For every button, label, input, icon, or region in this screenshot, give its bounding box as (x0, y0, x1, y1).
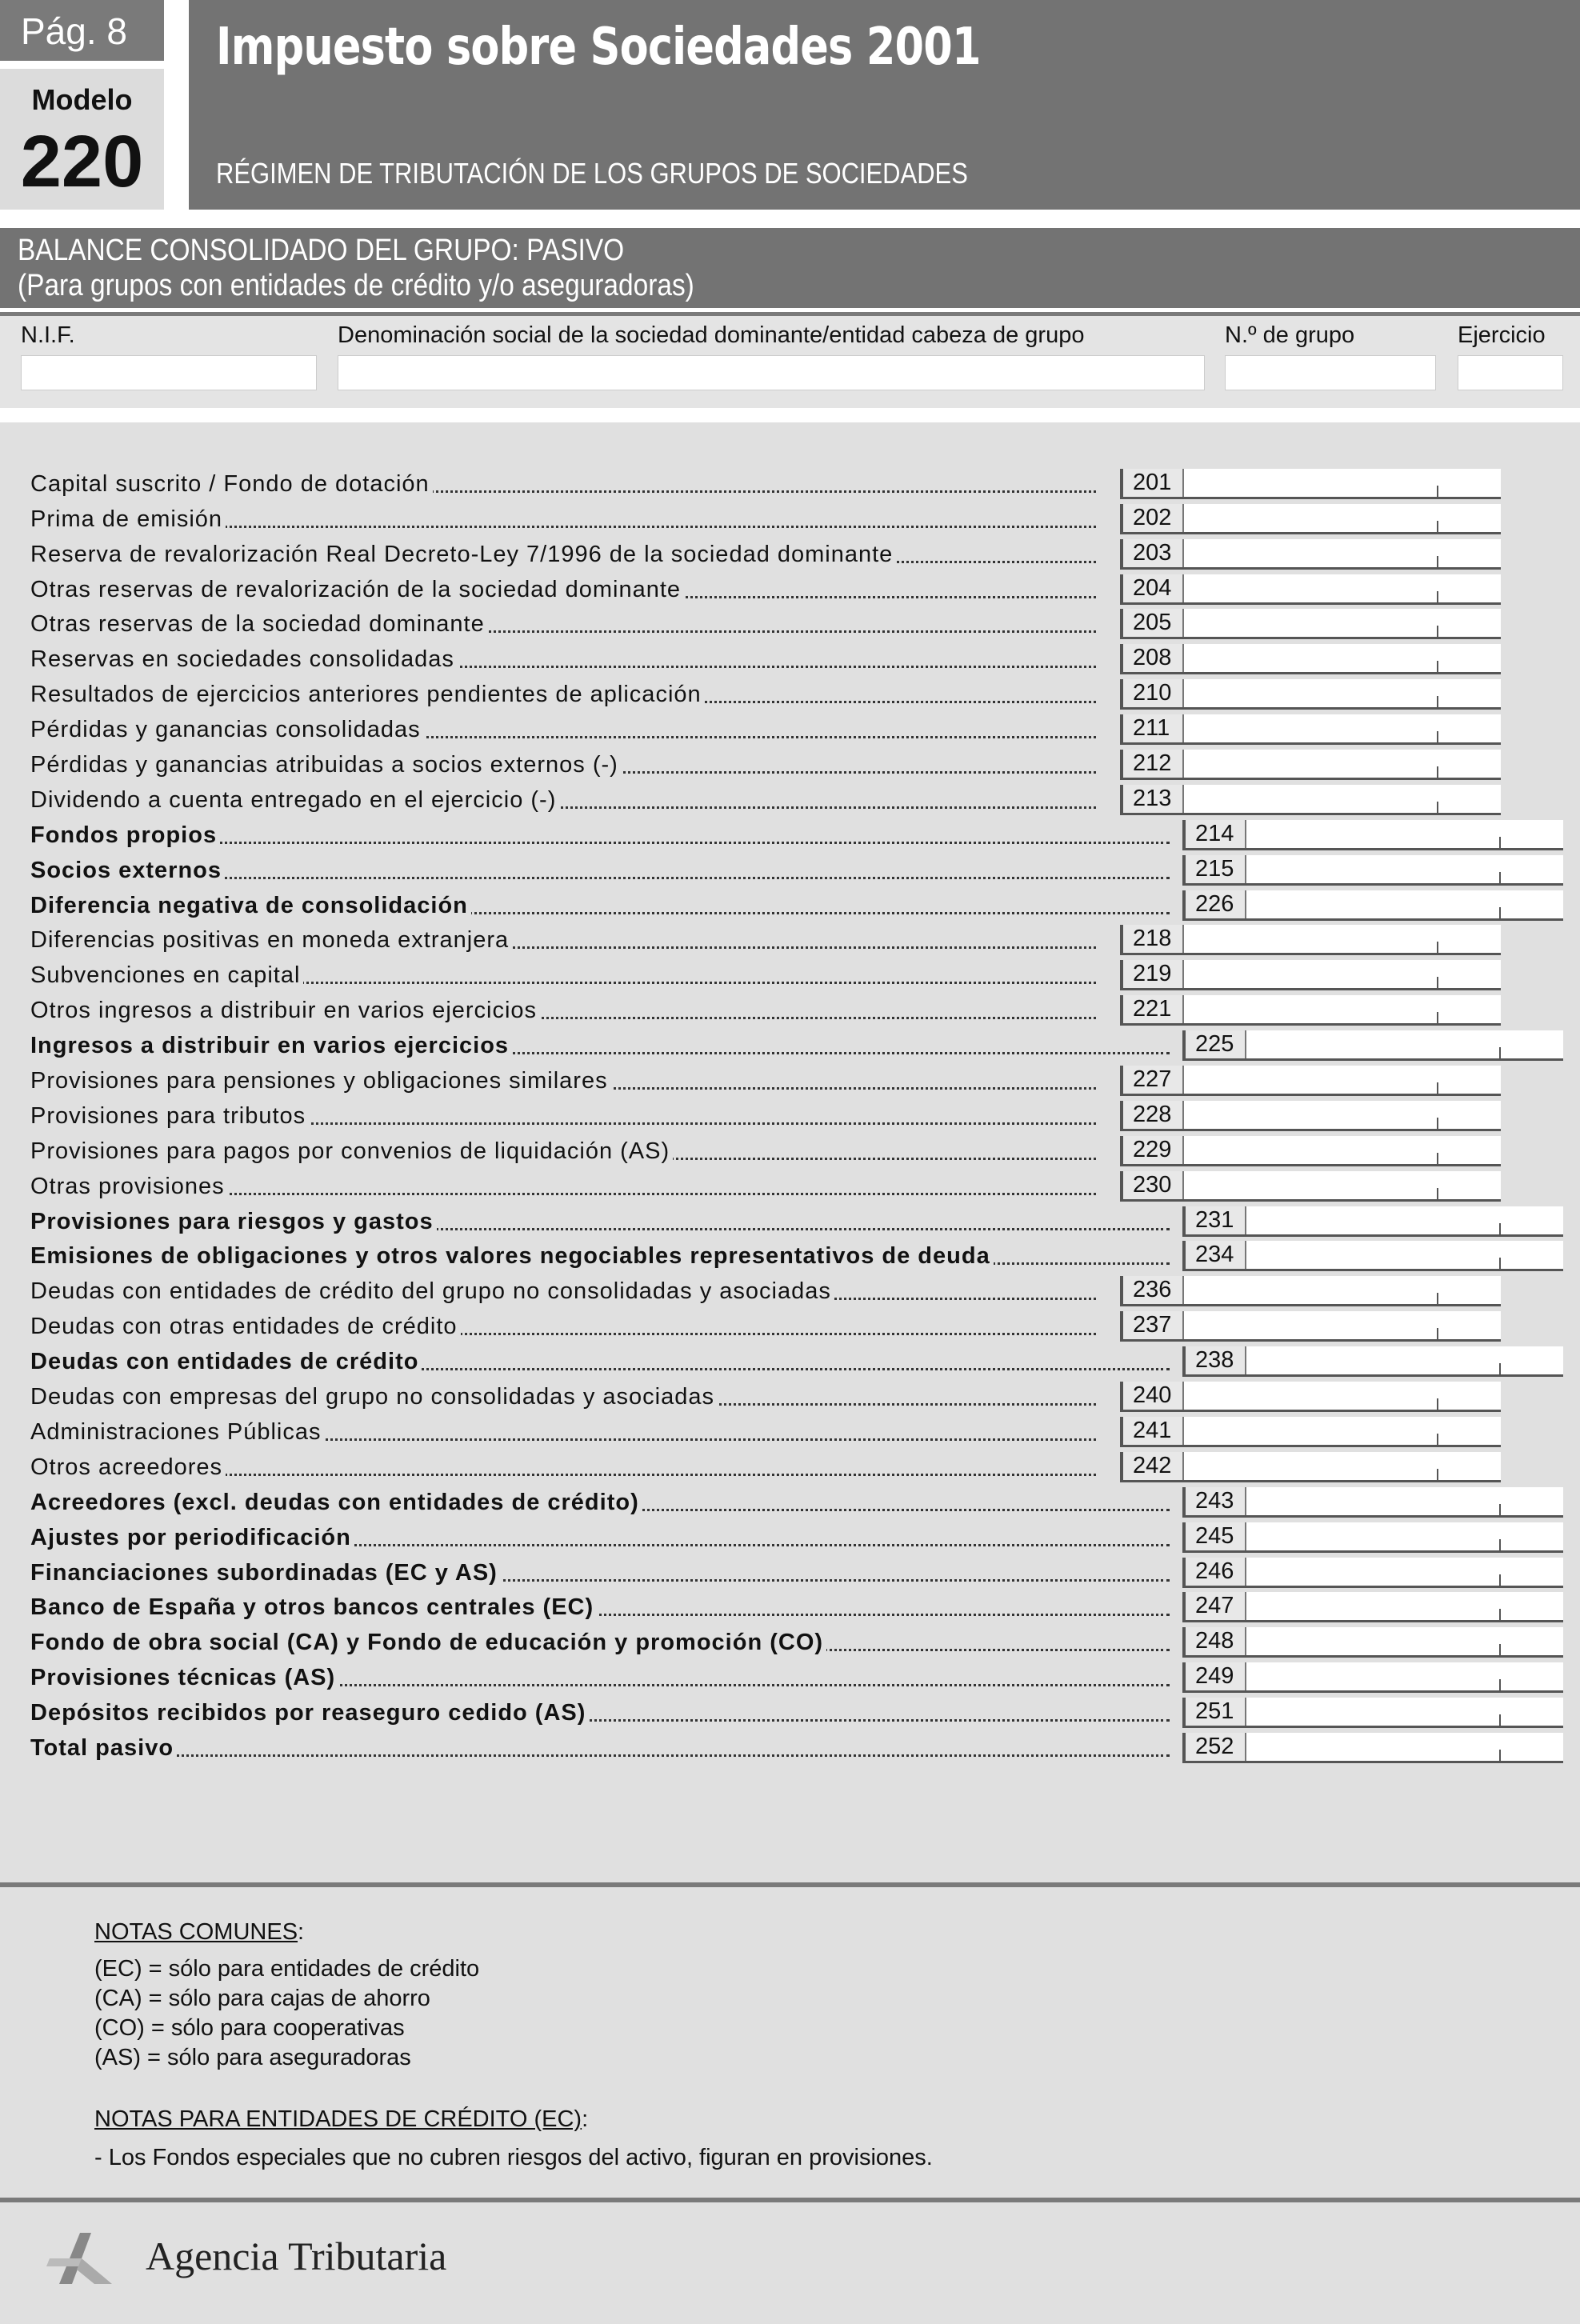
row-label: Deudas con entidades de crédito (30, 1349, 422, 1375)
box-code: 201 (1123, 469, 1184, 497)
notes-panel (0, 1887, 1580, 2198)
note-ca: (CA) = sólo para cajas de ahorro (94, 1986, 430, 2011)
page-number-text: Pág. 8 (21, 10, 127, 52)
box-code: 251 (1186, 1698, 1246, 1726)
decimal-separator-mark (1437, 942, 1438, 953)
row-label: Prima de emisión (30, 506, 226, 533)
amount-input[interactable] (1120, 1136, 1501, 1166)
row-label: Fondo de obra social (CA) y Fondo de educación y promoción (CO) (30, 1630, 826, 1656)
ejercicio-input[interactable] (1458, 355, 1563, 390)
decimal-separator-mark (1437, 1469, 1438, 1480)
row-label: Financiaciones subordinadas (EC y AS) (30, 1560, 501, 1586)
amount-input[interactable] (1120, 644, 1501, 674)
table-row (0, 990, 1580, 1026)
box-code: 203 (1123, 539, 1184, 567)
decimal-separator-mark (1437, 1153, 1438, 1164)
box-code: 246 (1186, 1558, 1246, 1586)
table-row (0, 850, 1580, 886)
table-row (0, 1342, 1580, 1377)
box-code: 238 (1186, 1346, 1246, 1374)
decimal-separator-mark (1437, 1118, 1438, 1129)
table-row (0, 780, 1580, 815)
box-code: 237 (1123, 1311, 1184, 1339)
title-band (189, 0, 1580, 210)
note-as: (AS) = sólo para aseguradoras (94, 2045, 411, 2070)
table-row (0, 674, 1580, 710)
amount-input[interactable] (1120, 960, 1501, 990)
decimal-separator-mark (1499, 1679, 1501, 1690)
amount-input[interactable] (1182, 1558, 1563, 1588)
amount-input[interactable] (1182, 1030, 1563, 1061)
table-row (0, 639, 1580, 674)
form-title: Impuesto sobre Sociedades 2001 (216, 18, 981, 77)
row-label: Reservas en sociedades consolidadas (30, 646, 458, 673)
amount-input[interactable] (1120, 469, 1501, 499)
amount-input[interactable] (1182, 890, 1563, 921)
page-number (0, 0, 164, 61)
table-row (0, 1482, 1580, 1518)
decimal-separator-mark (1499, 1539, 1501, 1550)
amount-input[interactable] (1120, 574, 1501, 605)
amount-input[interactable] (1120, 1101, 1501, 1131)
amount-input[interactable] (1120, 785, 1501, 815)
identification-row (0, 316, 1580, 408)
row-label: Diferencias positivas en moneda extranjera (30, 927, 512, 954)
row-label: Administraciones Públicas (30, 1419, 324, 1446)
row-label: Diferencia negativa de consolidación (30, 893, 471, 919)
amount-input[interactable] (1182, 1522, 1563, 1553)
dot-leader (32, 1754, 1170, 1757)
decimal-separator-mark (1437, 977, 1438, 988)
agency-name: Agencia Tributaria (146, 2234, 447, 2278)
table-row (0, 464, 1580, 499)
decimal-separator-mark (1437, 1398, 1438, 1410)
grupo-field-group (1225, 316, 1436, 390)
decimal-separator-mark (1437, 521, 1438, 532)
box-code: 231 (1186, 1206, 1246, 1234)
box-code: 212 (1123, 750, 1184, 778)
row-label: Acreedores (excl. deudas con entidades de crédito) (30, 1490, 642, 1516)
box-code: 247 (1186, 1592, 1246, 1620)
decimal-separator-mark (1437, 626, 1438, 637)
decimal-separator-mark (1499, 1258, 1501, 1269)
box-code: 211 (1123, 714, 1184, 742)
box-code: 219 (1123, 960, 1184, 988)
ejercicio-label: Ejercicio (1458, 322, 1546, 348)
section-title: BALANCE CONSOLIDADO DEL GRUPO: PASIVO (18, 234, 625, 267)
table-row (0, 710, 1580, 745)
row-label: Deudas con empresas del grupo no consolidadas y asociadas (30, 1384, 718, 1410)
box-code: 228 (1123, 1101, 1184, 1129)
decimal-separator-mark (1499, 907, 1501, 918)
box-code: 202 (1123, 504, 1184, 532)
table-row (0, 1728, 1580, 1763)
table-row (0, 534, 1580, 570)
row-label: Total pasivo (30, 1735, 177, 1762)
box-code: 210 (1123, 679, 1184, 707)
note-ec: (EC) = sólo para entidades de crédito (94, 1956, 480, 1982)
balance-rows (0, 464, 1580, 1763)
amount-input[interactable] (1120, 1171, 1501, 1202)
row-label: Deudas con otras entidades de crédito (30, 1314, 461, 1340)
decimal-separator-mark (1499, 1047, 1501, 1058)
nif-field-group (21, 316, 317, 390)
decimal-separator-mark (1499, 1609, 1501, 1620)
notes-common-title: NOTAS COMUNES: (94, 1919, 305, 1945)
row-label: Fondos propios (30, 822, 220, 849)
decimal-separator-mark (1499, 1363, 1501, 1374)
modelo-box (0, 69, 164, 210)
box-code: 245 (1186, 1522, 1246, 1550)
amount-input[interactable] (1120, 609, 1501, 639)
denominacion-field-group (338, 316, 1205, 390)
balance-table (0, 422, 1580, 1882)
amount-input[interactable] (1120, 1417, 1501, 1447)
table-row (0, 1377, 1580, 1412)
row-label: Ajustes por periodificación (30, 1525, 354, 1551)
grupo-input[interactable] (1225, 355, 1436, 390)
box-code: 236 (1123, 1276, 1184, 1304)
amount-input[interactable] (1120, 1311, 1501, 1342)
row-label: Pérdidas y ganancias atribuidas a socios externos (-) (30, 752, 622, 778)
row-label: Otros acreedores (30, 1454, 226, 1481)
table-row (0, 1166, 1580, 1202)
box-code: 243 (1186, 1487, 1246, 1515)
box-code: 214 (1186, 820, 1246, 848)
amount-input[interactable] (1120, 995, 1501, 1026)
table-row (0, 1096, 1580, 1131)
box-code: 218 (1123, 925, 1184, 953)
row-label: Depósitos recibidos por reaseguro cedido (AS) (30, 1700, 589, 1726)
row-label: Banco de España y otros bancos centrales (EC) (30, 1594, 597, 1621)
amount-input[interactable] (1182, 855, 1563, 886)
table-row (0, 1553, 1580, 1588)
denominacion-input[interactable] (338, 355, 1205, 390)
box-code: 215 (1186, 855, 1246, 883)
table-row (0, 1026, 1580, 1061)
box-code: 205 (1123, 609, 1184, 637)
table-row (0, 1412, 1580, 1447)
table-row (0, 1306, 1580, 1342)
section-subtitle: (Para grupos con entidades de crédito y/o aseguradoras) (18, 269, 694, 302)
ejercicio-field-group (1458, 316, 1563, 390)
box-code: 252 (1186, 1733, 1246, 1761)
amount-input[interactable] (1182, 1487, 1563, 1518)
table-row (0, 1658, 1580, 1693)
table-row (0, 570, 1580, 605)
table-row (0, 1693, 1580, 1728)
box-code: 242 (1123, 1452, 1184, 1480)
row-label: Subvenciones en capital (30, 962, 303, 989)
row-label: Otros ingresos a distribuir en varios ejercicios (30, 998, 540, 1024)
row-label: Emisiones de obligaciones y otros valores negociables representativos de deuda (30, 1243, 994, 1270)
amount-input[interactable] (1120, 1276, 1501, 1306)
decimal-separator-mark (1437, 1328, 1438, 1339)
decimal-separator-mark (1499, 1574, 1501, 1586)
decimal-separator-mark (1437, 696, 1438, 707)
nif-label: N.I.F. (21, 322, 75, 348)
box-code: 226 (1186, 890, 1246, 918)
row-label: Provisiones para pagos por convenios de liquidación (AS) (30, 1138, 673, 1165)
amount-input[interactable] (1120, 679, 1501, 710)
table-row (0, 1622, 1580, 1658)
row-label: Deudas con entidades de crédito del grupo no consolidadas y asociadas (30, 1278, 834, 1305)
table-row (0, 1588, 1580, 1623)
table-row (0, 1271, 1580, 1306)
grupo-label: N.º de grupo (1225, 322, 1355, 348)
table-row (0, 1518, 1580, 1553)
decimal-separator-mark (1437, 486, 1438, 497)
amount-input[interactable] (1120, 504, 1501, 534)
table-row (0, 1202, 1580, 1237)
amount-input[interactable] (1182, 820, 1563, 850)
row-label: Provisiones para pensiones y obligaciones similares (30, 1068, 611, 1094)
row-label: Ingresos a distribuir en varios ejercicios (30, 1033, 512, 1059)
amount-input[interactable] (1182, 1733, 1563, 1763)
footer (0, 2202, 1580, 2324)
amount-input[interactable] (1120, 539, 1501, 570)
table-row (0, 921, 1580, 956)
decimal-separator-mark (1499, 1714, 1501, 1726)
notes-ec-title: NOTAS PARA ENTIDADES DE CRÉDITO (EC): (94, 2106, 589, 2132)
amount-input[interactable] (1182, 1662, 1563, 1693)
amount-input[interactable] (1120, 925, 1501, 955)
row-label: Provisiones técnicas (AS) (30, 1665, 338, 1691)
decimal-separator-mark (1499, 1644, 1501, 1655)
row-label: Socios externos (30, 858, 225, 884)
amount-input[interactable] (1120, 750, 1501, 780)
amount-input[interactable] (1182, 1698, 1563, 1728)
table-row (0, 499, 1580, 534)
decimal-separator-mark (1499, 1750, 1501, 1761)
table-row (0, 886, 1580, 921)
table-row (0, 1131, 1580, 1166)
decimal-separator-mark (1499, 1504, 1501, 1515)
row-label: Reserva de revalorización Real Decreto-Ley 7/1996 de la sociedad dominante (30, 542, 896, 568)
modelo-label: Modelo (31, 83, 133, 116)
table-row (0, 1447, 1580, 1482)
decimal-separator-mark (1437, 556, 1438, 567)
amount-input[interactable] (1182, 1592, 1563, 1622)
decimal-separator-mark (1499, 872, 1501, 883)
box-code: 248 (1186, 1627, 1246, 1655)
box-code: 234 (1186, 1241, 1246, 1269)
table-row (0, 955, 1580, 990)
row-label: Provisiones para riesgos y gastos (30, 1209, 437, 1235)
denominacion-label: Denominación social de la sociedad dominante/entidad cabeza de grupo (338, 322, 1085, 348)
row-label: Otras reservas de la sociedad dominante (30, 611, 488, 638)
decimal-separator-mark (1437, 1012, 1438, 1023)
table-row (0, 815, 1580, 850)
box-code: 230 (1123, 1171, 1184, 1199)
box-code: 213 (1123, 785, 1184, 813)
box-code: 229 (1123, 1136, 1184, 1164)
decimal-separator-mark (1437, 661, 1438, 672)
decimal-separator-mark (1437, 1082, 1438, 1094)
table-row (0, 1061, 1580, 1096)
decimal-separator-mark (1499, 1223, 1501, 1234)
row-label: Resultados de ejercicios anteriores pendientes de aplicación (30, 682, 705, 708)
row-label: Capital suscrito / Fondo de dotación (30, 471, 433, 498)
box-code: 221 (1123, 995, 1184, 1023)
box-code: 225 (1186, 1030, 1246, 1058)
box-code: 241 (1123, 1417, 1184, 1445)
amount-input[interactable] (1182, 1241, 1563, 1271)
row-label: Provisiones para tributos (30, 1103, 309, 1130)
modelo-number: 220 (20, 121, 144, 202)
agencia-tributaria-logo-icon (45, 2226, 117, 2290)
form-subtitle: RÉGIMEN DE TRIBUTACIÓN DE LOS GRUPOS DE SOCIEDADES (216, 157, 968, 190)
table-row (0, 605, 1580, 640)
row-label: Dividendo a cuenta entregado en el ejercicio (-) (30, 787, 559, 814)
decimal-separator-mark (1437, 1434, 1438, 1445)
decimal-separator-mark (1437, 802, 1438, 813)
amount-input[interactable] (1120, 1066, 1501, 1096)
box-code: 227 (1123, 1066, 1184, 1094)
box-code: 249 (1186, 1662, 1246, 1690)
row-label: Pérdidas y ganancias consolidadas (30, 717, 424, 743)
amount-input[interactable] (1120, 1452, 1501, 1482)
decimal-separator-mark (1437, 1293, 1438, 1304)
table-row (0, 745, 1580, 780)
note-ec-fondos: - Los Fondos especiales que no cubren riesgos del activo, figuran en provisiones. (94, 2145, 933, 2170)
table-row (0, 1237, 1580, 1272)
note-co: (CO) = sólo para cooperativas (94, 2015, 405, 2041)
decimal-separator-mark (1437, 731, 1438, 742)
amount-input[interactable] (1182, 1627, 1563, 1658)
box-code: 240 (1123, 1382, 1184, 1410)
section-header (0, 228, 1580, 308)
box-code: 204 (1123, 574, 1184, 602)
box-code: 208 (1123, 644, 1184, 672)
amount-input[interactable] (1182, 1346, 1563, 1377)
decimal-separator-mark (1437, 591, 1438, 602)
row-label: Otras reservas de revalorización de la sociedad dominante (30, 577, 684, 603)
nif-input[interactable] (21, 355, 317, 390)
decimal-separator-mark (1499, 837, 1501, 848)
row-label: Otras provisiones (30, 1174, 228, 1200)
amount-input[interactable] (1120, 714, 1501, 745)
amount-input[interactable] (1182, 1206, 1563, 1237)
decimal-separator-mark (1437, 766, 1438, 778)
amount-input[interactable] (1120, 1382, 1501, 1412)
decimal-separator-mark (1437, 1188, 1438, 1199)
